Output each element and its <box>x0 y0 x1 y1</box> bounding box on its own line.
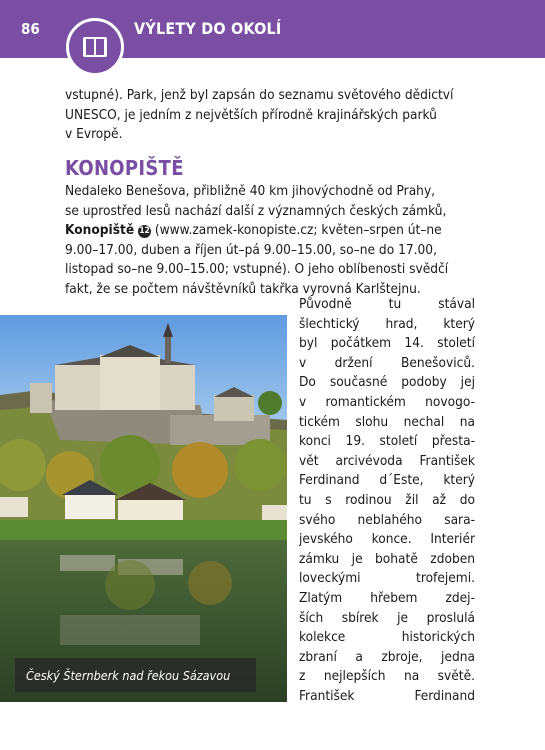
section-line-3 <box>65 221 475 241</box>
section-heading: KONOPIŠTĚ <box>65 156 184 180</box>
column-line: byl počátkem 14. století <box>299 335 475 352</box>
column-line: František Ferdinand <box>299 687 475 704</box>
castle-photo <box>0 315 287 702</box>
column-line: Zlatým hřebem zdej- <box>299 589 475 606</box>
section-line: listopad so–ne 9.00–15.00; vstupné). O jeho oblíbenosti svědčí <box>65 261 449 278</box>
column-line: v romantickém novogo- <box>299 393 475 410</box>
chapter-title: VÝLETY DO OKOLÍ <box>134 19 282 38</box>
column-line: Do současné podoby jej <box>299 374 475 391</box>
column-line: svého neblahého sara- <box>299 511 475 528</box>
photo-caption: Český Šternberk nad řekou Sázavou <box>26 668 231 683</box>
column-line: zbraní a zbroje, jedna <box>299 648 475 665</box>
column-line: Původně tu stával <box>299 296 475 312</box>
column-line: kolekce historických <box>299 629 475 646</box>
column-line: jevského konce. Interiér <box>299 531 475 548</box>
open-book-icon <box>82 34 108 60</box>
intro-paragraph <box>65 86 475 145</box>
column-line: Ferdinand d´Este, který <box>299 472 475 489</box>
intro-line: UNESCO, je jedním z největších přírodně krajinářských parků <box>65 106 437 123</box>
castle-photo-art <box>0 315 287 702</box>
column-line: vět arcivévoda František <box>299 452 475 469</box>
section-line: 9.00–17.00, duben a říjen út–pá 9.00–15.00, so–ne do 17.00, <box>65 241 437 258</box>
column-line: zámku je bohatě zdoben <box>299 550 475 567</box>
wrap-column <box>299 295 475 706</box>
map-marker: 12 <box>139 226 150 237</box>
place-name: Konopiště <box>65 222 135 239</box>
column-line: tickém slohu nechal na <box>299 413 475 430</box>
column-line: tu s rodinou žil až do <box>299 491 475 508</box>
section-line: se uprostřed lesů nachází další z významných českých zámků, <box>65 202 447 219</box>
section-line: fakt, že se počtem návštěvníků takřka vyrovná Karlštejnu. <box>65 280 421 297</box>
intro-line: v Evropě. <box>65 126 123 143</box>
column-line: loveckými trofejemi. <box>299 570 475 587</box>
chapter-badge <box>66 18 124 76</box>
column-line: konci 19. století přesta- <box>299 433 475 450</box>
section-line: Nedaleko Benešova, přibližně 40 km jihovýchodně od Prahy, <box>65 183 436 199</box>
section-line-3-rest: (www.zamek-konopiste.cz; květen–srpen út–ne <box>154 222 442 239</box>
column-line: šlechtický hrad, který <box>299 315 475 332</box>
page-number: 86 <box>21 20 40 38</box>
intro-line: vstupné). Park, jenž byl zapsán do seznamu světového dědictví <box>65 87 454 103</box>
column-line: ších sbírek je proslulá <box>299 609 475 626</box>
section-paragraph <box>65 182 475 300</box>
column-line: z nejlepších na světě. <box>299 668 475 685</box>
column-line: v držení Benešoviců. <box>299 354 475 371</box>
